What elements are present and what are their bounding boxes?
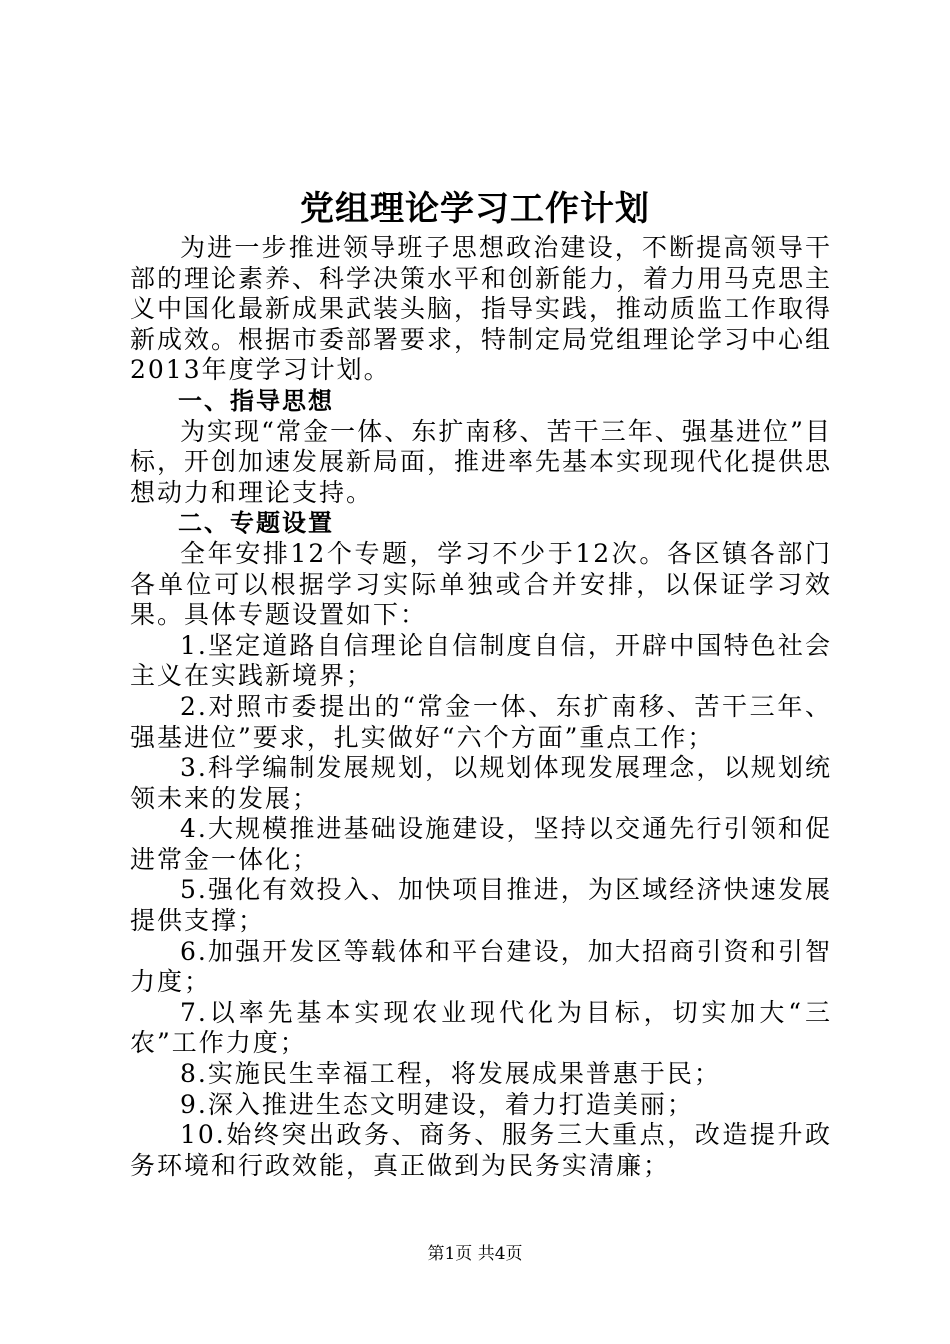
topic-item: 4.大规模推进基础设施建设，坚持以交通先行引领和促进常金一体化； [130,814,832,874]
topic-item: 9.深入推进生态文明建设，着力打造美丽； [180,1089,694,1119]
guiding-thought-paragraph: 为实现“常金一体、东扩南移、苦干三年、强基进位”目标，开创加速发展新局面，推进率先基本实现现代化提供思想动力和理论支持。 [130,416,833,507]
topic-item: 10.始终突出政务、商务、服务三大重点，改造提升政务环境和行政效能，真正做到为民务实清廉； [130,1120,832,1180]
topic-item: 2.对照市委提出的“常金一体、东扩南移、苦干三年、强基进位”要求，扎实做好“六个方面”重点工作； [130,691,832,752]
topic-item: 8.实施民生幸福工程，将发展成果普惠于民； [180,1059,721,1089]
topic-item: 6.加强开发区等载体和平台建设，加大招商引资和引智力度； [130,936,832,997]
section-heading-guiding-thought: 一、指导思想 [178,386,334,415]
topic-item: 7.以率先基本实现农业现代化为目标，切实加大“三农”工作力度； [130,997,832,1058]
page-footer: 第1页 共4页 [427,1244,523,1264]
topic-item: 1.坚定道路自信理论自信制度自信，开辟中国特色社会主义在实践新境界； [130,630,832,691]
intro-paragraph: 为进一步推进领导班子思想政治建设，不断提高领导干部的理论素养、科学决策水平和创新能力，着力用马克思主义中国化最新成果武装头脑，指导实践，推动质监工作取得新成效。根据市委部署要求，特制定局党组理论学习中心组2013年度学习计划。 [130,233,833,385]
section-heading-topics: 二、专题设置 [178,509,334,538]
topic-item: 5.强化有效投入、加快项目推进，为区域经济快速发展提供支撑； [130,875,832,936]
document-body [130,233,832,1181]
document-title: 党组理论学习工作计划 [300,189,650,229]
topic-item: 3.科学编制发展规划，以规划体现发展理念，以规划统领未来的发展； [130,753,832,813]
topics-intro-paragraph: 全年安排12个专题，学习不少于12次。各区镇各部门各单位可以根据学习实际单独或合并安排，以保证学习效果。具体专题设置如下： [130,538,832,630]
